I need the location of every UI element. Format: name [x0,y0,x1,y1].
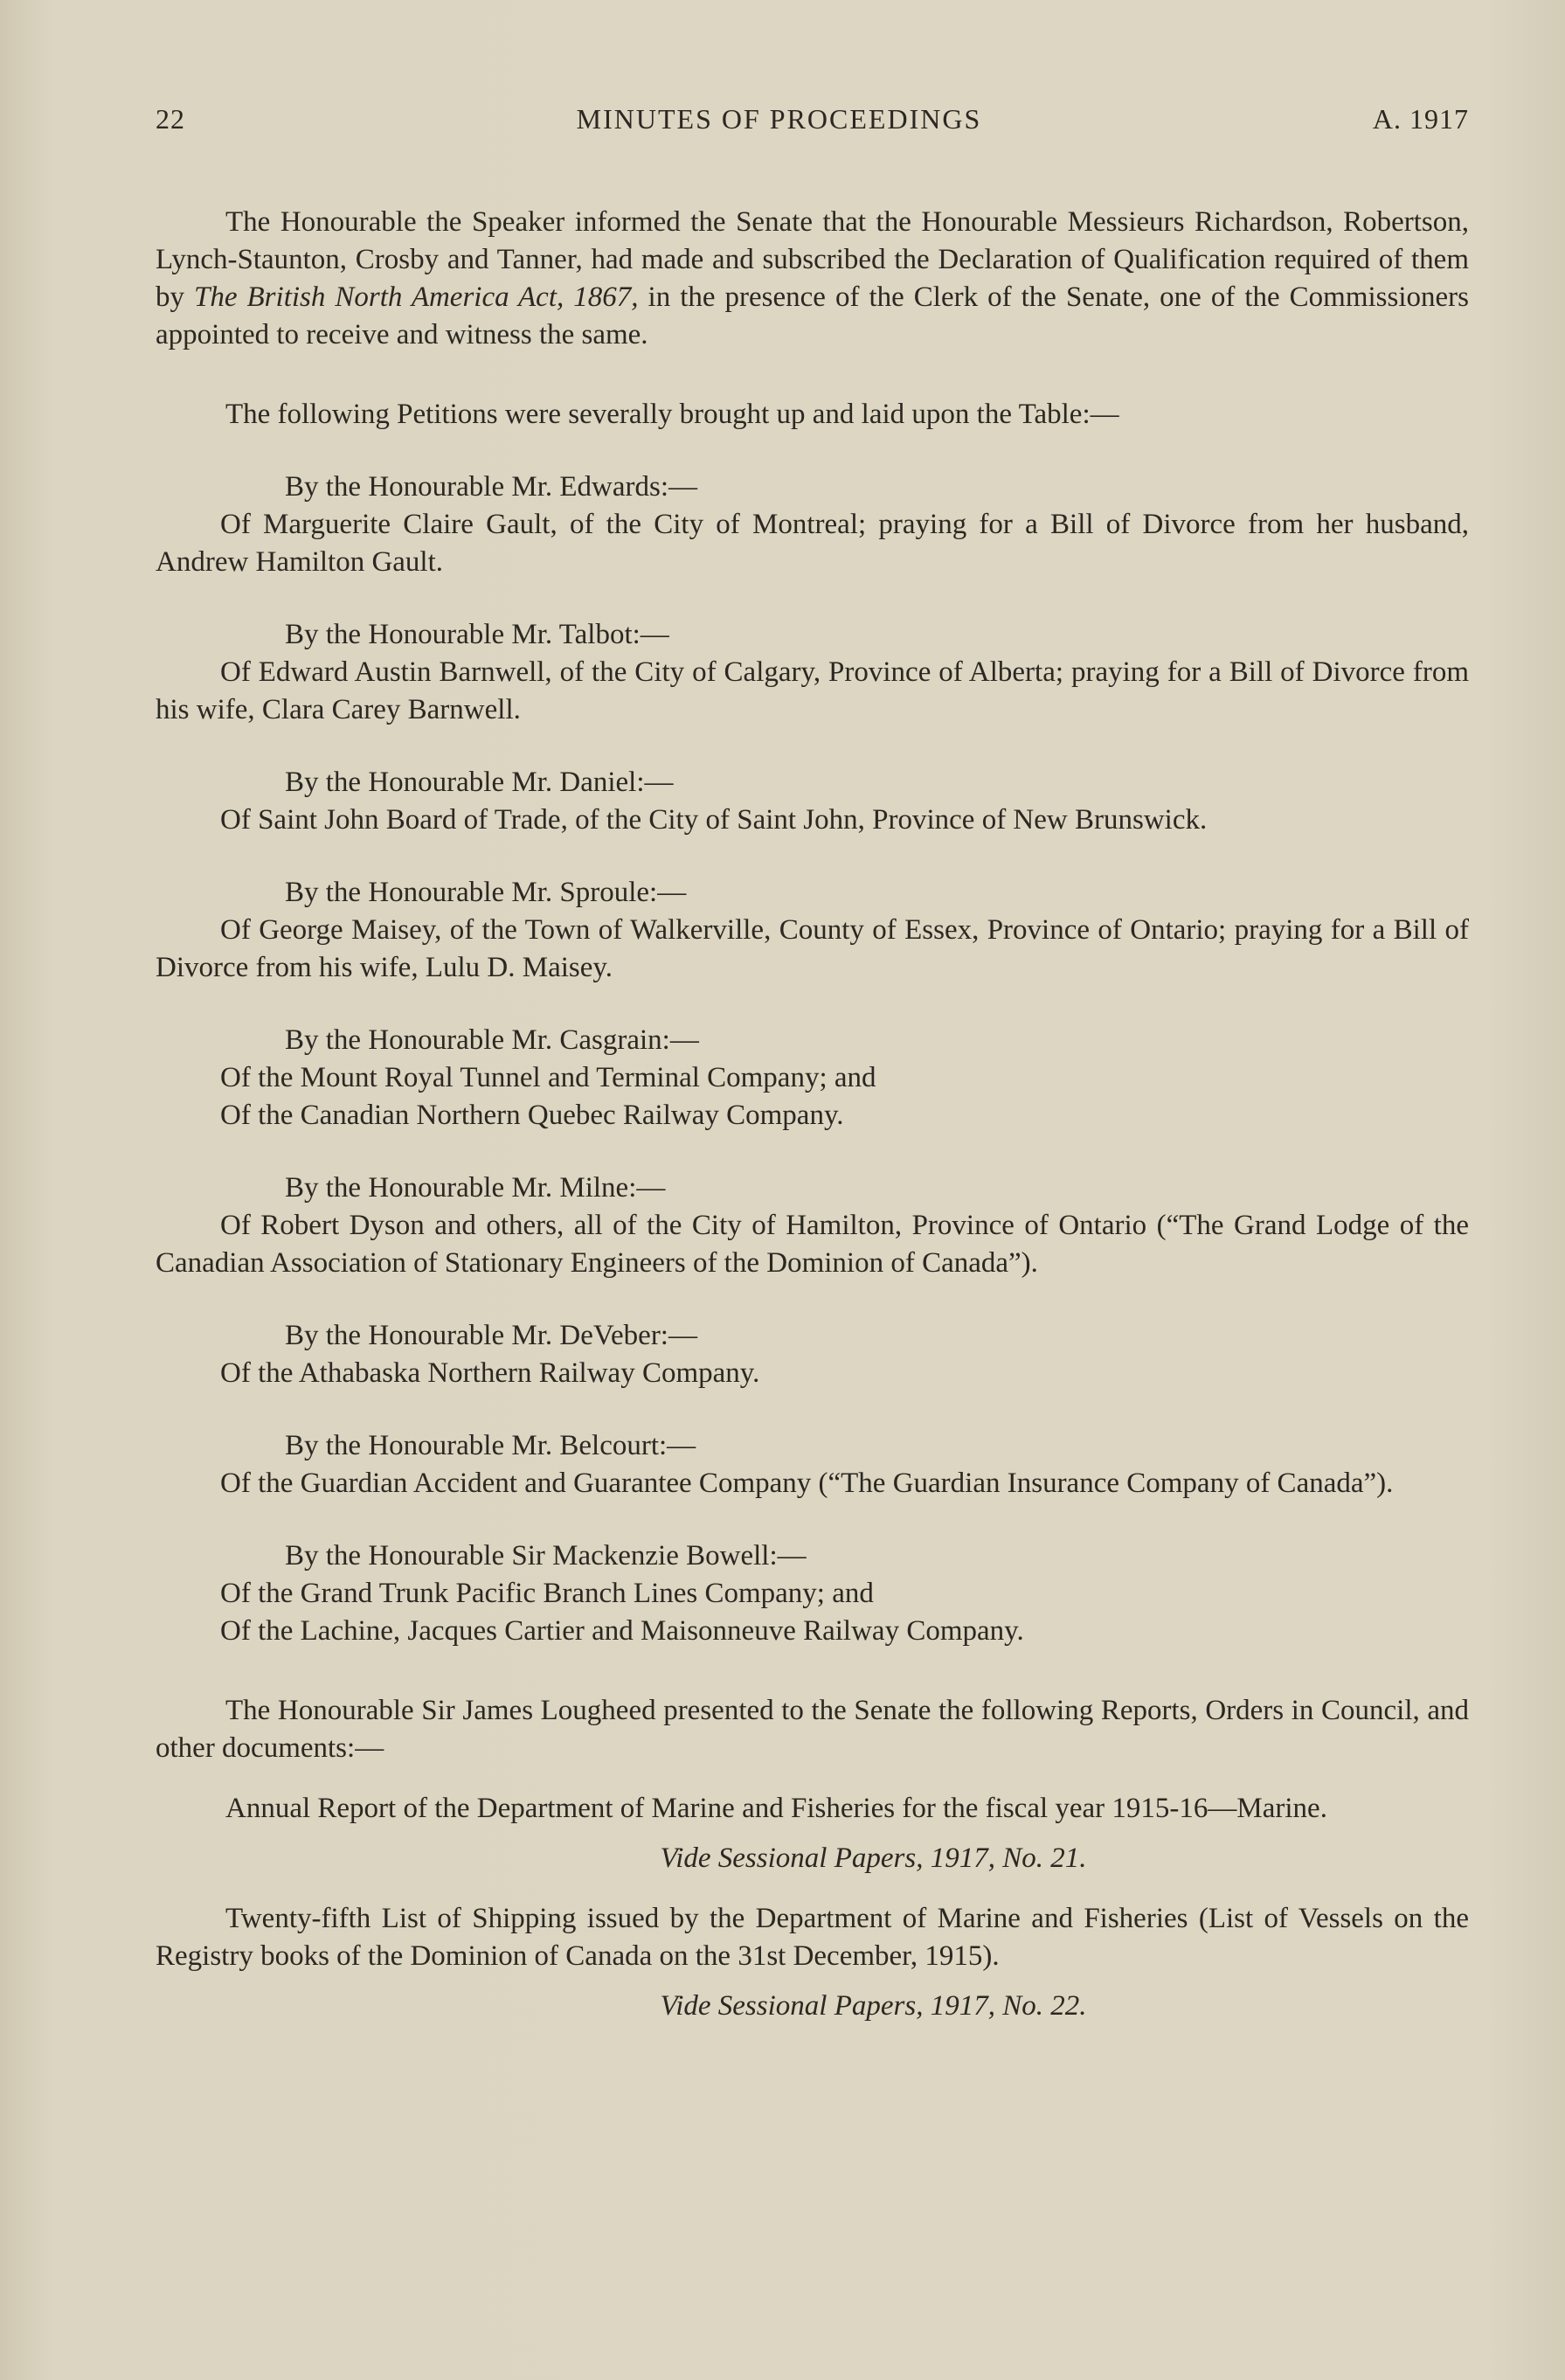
intro-paragraph [156,204,1469,354]
header-year: A. 1917 [1372,103,1469,135]
petition-presenter: By the Honourable Mr. Edwards:— [285,471,698,503]
petition-item: Of Saint John Board of Trade, of the City of Saint John, Province of New Brunswick. [220,804,1208,836]
petitions-intro: The following Petitions were severally brought up and laid upon the Table:— [225,399,1119,430]
petition-group [156,1022,1469,1134]
petition-item: Of the Athabaska Northern Railway Company. [220,1357,760,1389]
petition-presenter: By the Honourable Mr. Daniel:— [285,767,674,798]
running-header [156,103,1469,135]
intro-text-end: in the presence of the Clerk of the Senate, one of the Commissioners appointed to receive and witness the same. [156,281,1469,350]
petition-presenter: By the Honourable Mr. Milne:— [285,1172,666,1204]
petition-item: Of Edward Austin Barnwell, of the City of Calgary, Province of Alberta; praying for a Bill of Divorce from his wife, Clara Carey Barnwell. [156,656,1469,725]
petition-presenter: By the Honourable Sir Mackenzie Bowell:— [285,1540,807,1572]
report-text: Twenty-fifth List of Shipping issued by the Department of Marine and Fisheries (List of Vessels on the Registry books of the Dominion of Canada on the 31st December, 1915). [156,1903,1469,1972]
petition-presenter: By the Honourable Mr. Casgrain:— [285,1024,699,1056]
petition-item: Of Marguerite Claire Gault, of the City of Montreal; praying for a Bill of Divorce from her husband, Andrew Hamilton Gault. [156,509,1469,578]
page-number: 22 [156,103,185,135]
reports-intro: The Honourable Sir James Lougheed presented to the Senate the following Reports, Orders in Council, and other documents:— [156,1695,1469,1764]
petition-group [156,616,1469,729]
petition-presenter: By the Honourable Mr. Sproule:— [285,877,687,908]
sessional-paper-reference: Vide Sessional Papers, 1917, No. 21. [660,1842,1087,1874]
reports-list [156,1790,1469,2025]
act-title: The British North America Act, 1867, [194,281,639,313]
petition-group [156,1537,1469,1650]
petition-item: Of the Lachine, Jacques Cartier and Maisonneuve Railway Company. [220,1615,1024,1647]
sessional-paper-reference: Vide Sessional Papers, 1917, No. 22. [660,1990,1087,2022]
petition-group [156,1169,1469,1282]
petition-item: Of the Guardian Accident and Guarantee Company (“The Guardian Insurance Company of Canada”). [220,1468,1394,1499]
petition-item: Of George Maisey, of the Town of Walkerville, County of Essex, Province of Ontario; praying for a Bill of Divorce from his wife, Lulu D. Maisey. [156,914,1469,983]
petition-item: Of the Canadian Northern Quebec Railway Company. [220,1100,844,1131]
petition-group [156,468,1469,581]
petition-presenter: By the Honourable Mr. DeVeber:— [285,1320,697,1351]
header-title: MINUTES OF PROCEEDINGS [576,103,982,135]
petition-item: Of the Grand Trunk Pacific Branch Lines Company; and [220,1578,874,1609]
petition-group [156,764,1469,839]
report-entry [156,1900,1469,2025]
petition-group [156,1427,1469,1502]
petitions-list [156,468,1469,1650]
petition-presenter: By the Honourable Mr. Belcourt:— [285,1430,696,1461]
petition-item: Of Robert Dyson and others, all of the City of Hamilton, Province of Ontario (“The Grand Lodge of the Canadian Association of Stationary Engineers of the Dominion of Canada”). [156,1210,1469,1279]
report-text: Annual Report of the Department of Marine and Fisheries for the fiscal year 1915-16—Marine. [225,1793,1327,1824]
petition-presenter: By the Honourable Mr. Talbot:— [285,619,669,650]
petition-item: Of the Mount Royal Tunnel and Terminal Company; and [220,1062,876,1093]
intro-text-start: The Honourable the Speaker informed the Senate that the Honourable Messieurs Richardson, Robertson, Lynch-Staunton, Crosby and Tanner, had made and subscribed the Declaration of Qualification required of them by [156,206,1469,313]
report-entry [156,1790,1469,1877]
petition-group [156,1317,1469,1392]
petition-group [156,874,1469,987]
